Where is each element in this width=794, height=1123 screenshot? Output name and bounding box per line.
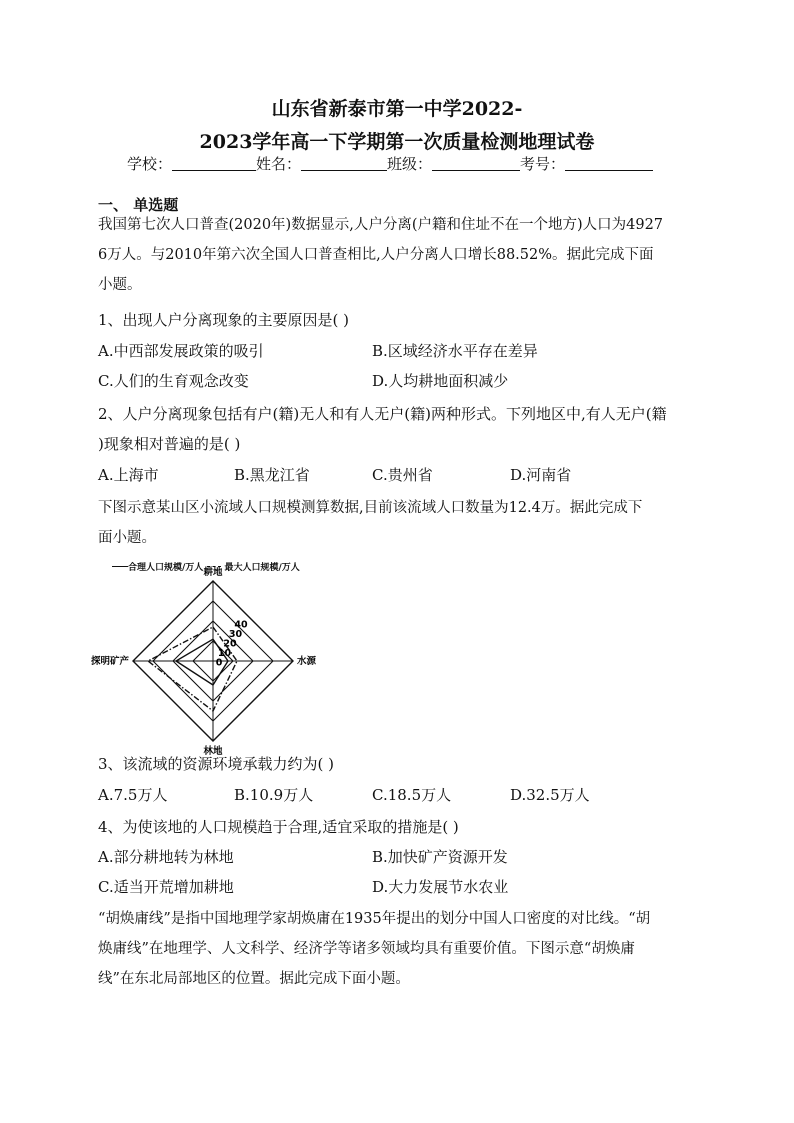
radar-axis-label: 林地 xyxy=(203,746,223,757)
student-info-row xyxy=(127,153,653,174)
exam-title-line2: 2023学年高一下学期第一次质量检测地理试卷 xyxy=(199,131,595,153)
q1-stem: 1、出现人户分离现象的主要原因是( ) xyxy=(98,311,350,329)
radar-tick-40: 40 xyxy=(234,619,248,631)
passage2-line1: 下图示意某山区小流域人口规模测算数据,目前该流域人口数量为12.4万。据此完成下 xyxy=(98,500,643,516)
passage1-line1: 我国第七次人口普查(2020年)数据显示,人户分离(户籍和住址不在一个地方)人口为4927 xyxy=(98,217,664,233)
passage1-line2: 6万人。与2010年第六次全国人口普查相比,人户分离人口增长88.52%。据此完成下面 xyxy=(98,247,654,263)
q1-option-a[interactable]: A.中西部发展政策的吸引 xyxy=(98,342,264,360)
q2-stem-line1: 2、人户分离现象包括有户(籍)无人和有人无户(籍)两种形式。下列地区中,有人无户(籍 xyxy=(98,405,667,423)
radar-tick-10: 10 xyxy=(217,648,232,659)
section-heading: 一、 单选题 xyxy=(98,196,179,214)
passage3-line1: “胡焕庸线”是指中国地理学家胡焕庸在1935年提出的划分中国人口密度的对比线。“胡 xyxy=(98,911,651,927)
name-blank[interactable] xyxy=(301,156,387,171)
school-label: 学校： xyxy=(127,155,173,173)
q3-option-d[interactable]: D.32.5万人 xyxy=(510,786,590,804)
q1-option-d[interactable]: D.人均耕地面积减少 xyxy=(372,372,509,390)
q1-option-c[interactable]: C.人们的生育观念改变 xyxy=(98,372,249,390)
school-blank[interactable] xyxy=(172,156,256,171)
exam-no-label: 考号： xyxy=(520,155,566,173)
legend-solid-line xyxy=(112,566,128,567)
q2-option-b[interactable]: B.黑龙江省 xyxy=(234,466,310,484)
q4-option-d[interactable]: D.大力发展节水农业 xyxy=(372,878,509,896)
q4-option-c[interactable]: C.适当开荒增加耕地 xyxy=(98,878,234,896)
class-label: 班级： xyxy=(387,155,433,173)
q3-option-b[interactable]: B.10.9万人 xyxy=(234,786,314,804)
radar-grid xyxy=(133,581,293,741)
q3-option-c[interactable]: C.18.5万人 xyxy=(372,786,452,804)
q2-stem-line2: )现象相对普遍的是( ) xyxy=(98,435,241,453)
passage3-line3: 线”在东北局部地区的位置。据此完成下面小题。 xyxy=(98,971,410,987)
radar-axis-label: 水源 xyxy=(297,656,317,667)
q3-option-a[interactable]: A.7.5万人 xyxy=(98,786,168,804)
passage3-line2: 焕庸线”在地理学、人文科学、经济学等诸多领域均具有重要价值。下图示意“胡焕庸 xyxy=(98,941,635,957)
exam-title-line1: 山东省新泰市第一中学2022- xyxy=(271,98,523,120)
radar-tick-20: 20 xyxy=(223,638,237,650)
q4-option-b[interactable]: B.加快矿产资源开发 xyxy=(372,848,508,866)
q4-option-a[interactable]: A.部分耕地转为林地 xyxy=(98,848,234,866)
q2-option-a[interactable]: A.上海市 xyxy=(98,466,159,484)
passage1-line3: 小题。 xyxy=(98,277,142,293)
q4-stem: 4、为使该地的人口规模趋于合理,适宜采取的措施是( ) xyxy=(98,818,459,836)
exam-no-blank[interactable] xyxy=(565,156,653,171)
q2-option-d[interactable]: D.河南省 xyxy=(510,466,572,484)
radar-axis-label: 耕地 xyxy=(203,567,223,578)
q2-option-c[interactable]: C.贵州省 xyxy=(372,466,433,484)
radar-tick-0: 0 xyxy=(215,657,223,669)
radar-axis-label: 探明矿产 xyxy=(90,656,129,667)
name-label: 姓名： xyxy=(256,155,302,173)
passage2-line2: 面小题。 xyxy=(98,530,156,546)
q3-stem: 3、该流域的资源环境承载力约为( ) xyxy=(98,755,335,773)
legend-maximum-label: 最大人口规模/万人 xyxy=(224,563,300,573)
class-blank[interactable] xyxy=(432,156,520,171)
legend-reasonable-label: 合理人口规模/万人 xyxy=(128,563,204,573)
q1-option-b[interactable]: B.区域经济水平存在差异 xyxy=(372,342,538,360)
radar-tick-30: 30 xyxy=(228,629,243,640)
